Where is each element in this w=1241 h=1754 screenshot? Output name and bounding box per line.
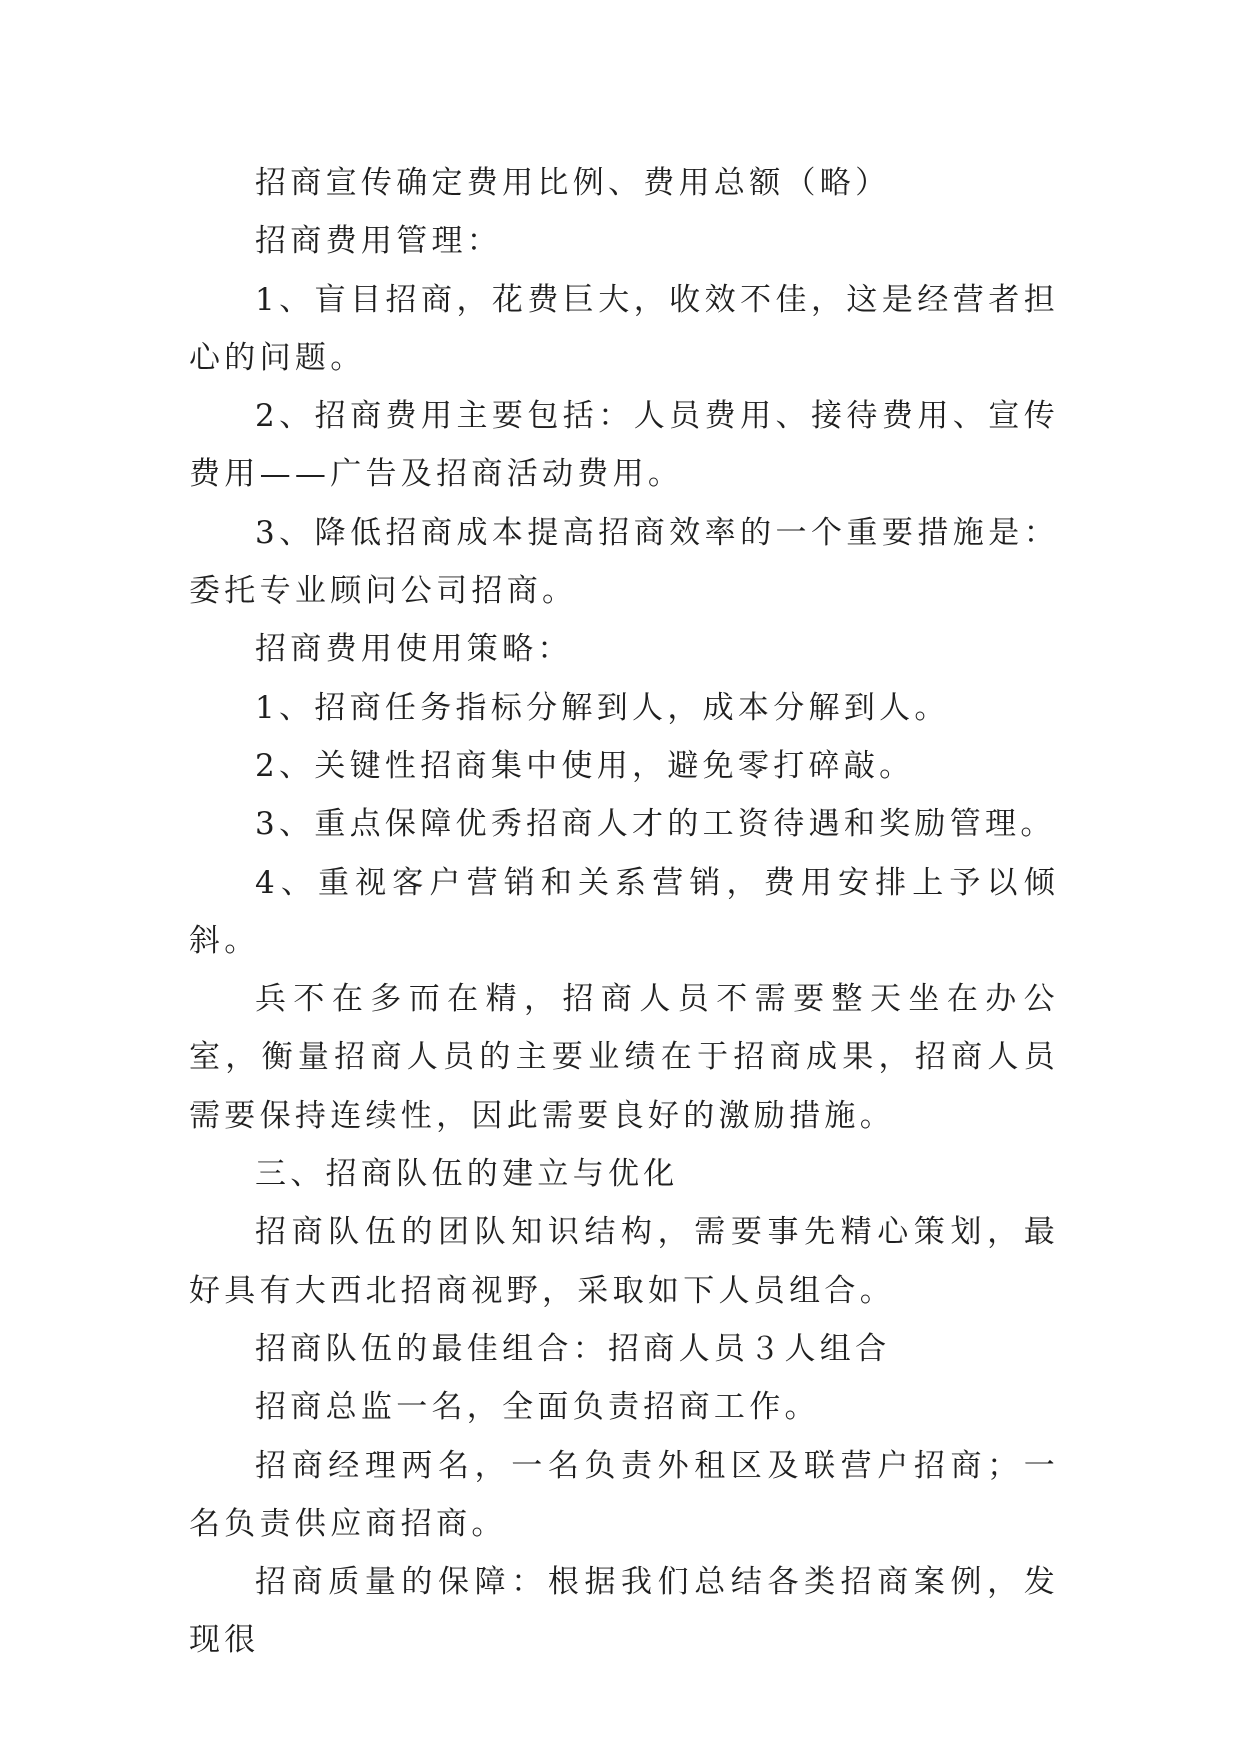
paragraph-promo-cost-ratio: 招商宣传确定费用比例、费用总额（略） xyxy=(255,165,891,201)
paragraph-best-team-combo: 招商队伍的最佳组合：招商人员３人组合 xyxy=(255,1330,891,1367)
paragraph-reduce-cost-measure: 3、降低招商成本提高招商效率的一个重要措施是：委托专业顾问公司招商。 xyxy=(189,514,1059,610)
paragraph-strategy-3: 3、重点保障优秀招商人才的工资待遇和奖励管理。 xyxy=(255,806,1056,843)
paragraph-manager-roles: 招商经理两名，一名负责外租区及联营户招商；一名负责供应商招商。 xyxy=(189,1447,1059,1542)
paragraph-cost-components: 2、招商费用主要包括：人员费用、接待费用、宣传费用——广告及招商活动费用。 xyxy=(189,398,1059,493)
paragraph-cost-management-heading: 招商费用管理： xyxy=(255,223,503,260)
paragraph-team-knowledge-structure: 招商队伍的团队知识结构，需要事先精心策划，最好具有大西北招商视野，采取如下人员组合。 xyxy=(189,1214,1059,1309)
paragraph-quality-assurance: 招商质量的保障：根据我们总结各类招商案例，发现很 xyxy=(189,1564,1059,1659)
paragraph-strategy-2: 2、关键性招商集中使用，避免零打碎敲。 xyxy=(255,747,915,784)
document-body xyxy=(189,154,1059,1670)
section-heading-team-building: 三、招商队伍的建立与优化 xyxy=(255,1156,679,1193)
paragraph-quality-over-quantity: 兵不在多而在精，招商人员不需要整天坐在办公室，衡量招商人员的主要业绩在于招商成果，招商人员需要保持连续性，因此需要良好的激励措施。 xyxy=(189,981,1059,1134)
paragraph-strategy-1: 1、招商任务指标分解到人，成本分解到人。 xyxy=(255,689,950,726)
paragraph-cost-strategy-heading: 招商费用使用策略： xyxy=(255,631,573,668)
paragraph-director-role: 招商总监一名，全面负责招商工作。 xyxy=(255,1389,820,1426)
paragraph-blind-investment: 1、盲目招商，花费巨大，收效不佳，这是经营者担心的问题。 xyxy=(189,281,1059,376)
paragraph-strategy-4: 4、重视客户营销和关系营销，费用安排上予以倾斜。 xyxy=(189,864,1059,959)
